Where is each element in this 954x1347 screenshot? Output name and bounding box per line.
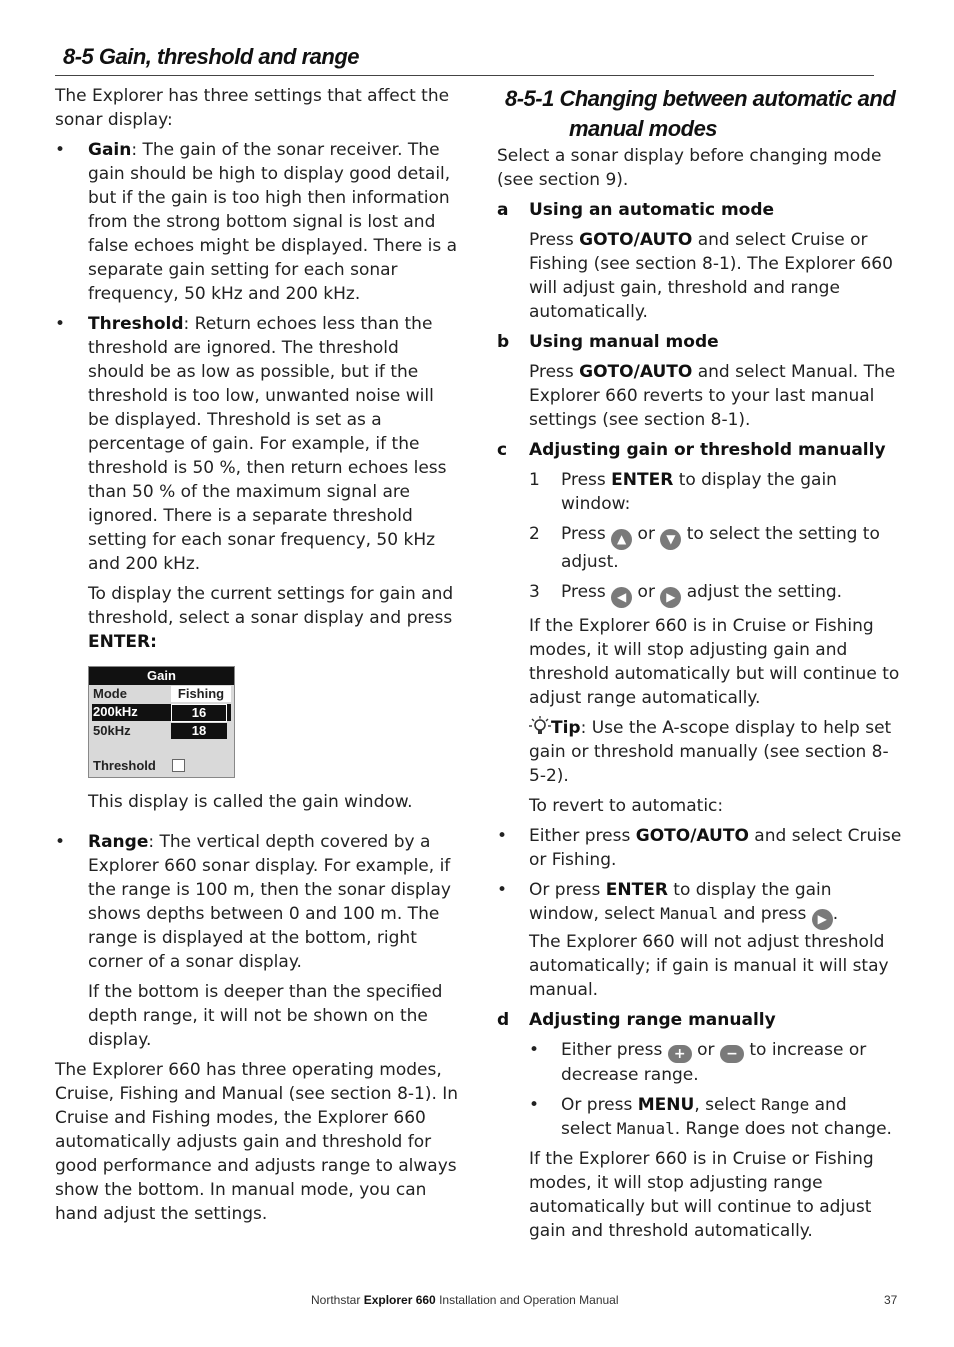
range-bullet [55, 830, 460, 974]
enter-key: ENTER [605, 880, 668, 900]
enter-key: ENTER [611, 470, 674, 490]
item-b-label: b [497, 332, 510, 352]
step-2-number: 2 [529, 524, 540, 544]
select-display-paragraph: Select a sonar display before changing mode (see section 9). [497, 146, 882, 190]
item-a-label: a [497, 200, 509, 220]
tip-label: Tip [551, 718, 581, 738]
item-a-title-text: Using an automatic mode [529, 200, 775, 220]
step-2-or: or [632, 524, 661, 544]
mode-label: Mode [93, 686, 127, 701]
manual-option: Manual [616, 1119, 675, 1138]
d2-mid2: and select [561, 1095, 847, 1139]
gain-window-caption: This display is called the gain window. [88, 792, 413, 812]
item-d-title-text: Adjusting range manually [529, 1010, 776, 1030]
down-arrow-icon: ▼ [660, 529, 681, 550]
step-2-text: to select the setting to adjust. [561, 524, 880, 572]
menu-key: MENU [637, 1095, 695, 1115]
minus-icon: − [720, 1045, 744, 1063]
subsection-heading-line2: manual modes [569, 116, 718, 141]
bullet-dot: • [55, 140, 66, 160]
item-b-title-text: Using manual mode [529, 332, 719, 352]
bullet-dot: • [529, 1040, 540, 1060]
revert-bullet-1 [497, 824, 902, 872]
gain-window-image [88, 666, 235, 778]
item-d-title [497, 1008, 902, 1032]
a-text: and select Cruise or Fishing (see section 8-1). The Explorer 660 will adjust gain, threshold and range automatically. [529, 230, 893, 322]
range-term: Range [88, 832, 149, 852]
item-c-title-text: Adjusting gain or threshold manually [529, 440, 886, 460]
bullet-dot: • [55, 314, 66, 334]
goto-auto-key: GOTO/AUTO [635, 826, 749, 846]
item-a-text [497, 228, 902, 324]
footer-product: Explorer 660 [363, 1293, 436, 1307]
step-3 [497, 580, 902, 608]
step-2-press: Press [561, 524, 612, 544]
step-1-number: 1 [529, 470, 540, 490]
revert2-pre: Or press [529, 880, 606, 900]
gain-bullet [55, 138, 460, 306]
footer-title [311, 1293, 619, 1307]
revert2-mid: to display the gain window, select [529, 880, 832, 924]
enter-key: ENTER: [88, 632, 157, 652]
revert1-pre: Either press [529, 826, 636, 846]
gain-text: : The gain of the sonar receiver. The gain should be high to display good detail, but if the gain is too high then information from the strong bottom signal is lost and false echoes might be displayed. There is a separate gain setting for each sonar frequency, 50 kHz and 200 kHz. [88, 140, 458, 304]
d2-pre: Or press [561, 1095, 638, 1115]
row1-value: 16 [171, 704, 227, 722]
range-text: : The vertical depth covered by a Explorer 660 sonar display. For example, if the range is 100 m, then the sonar display shows depths between 0 and 100 m. The range is displayed at the bottom, right corner of a sonar display. [88, 832, 451, 972]
d1-or: or [691, 1040, 720, 1060]
tip-paragraph [497, 716, 902, 788]
bullet-dot: • [55, 832, 66, 852]
range-bullet-2 [497, 1093, 902, 1141]
step-3-text: adjust the setting. [681, 582, 843, 602]
threshold-label: Threshold [93, 758, 156, 773]
heading-rule [55, 75, 874, 76]
threshold-checkbox [172, 759, 185, 772]
d1-post: to increase or decrease range. [561, 1040, 867, 1085]
item-a-title [497, 198, 902, 222]
d1-pre: Either press [561, 1040, 668, 1060]
row2-label: 50kHz [93, 723, 131, 738]
revert1-post: and select Cruise or Fishing. [529, 826, 902, 870]
range-option: Range [761, 1095, 810, 1114]
d2-post: . Range does not change. [674, 1119, 892, 1139]
gain-term: Gain [88, 140, 132, 160]
item-d-note: If the Explorer 660 is in Cruise or Fishing modes, it will stop adjusting range automatically but will continue to adjust gain and threshold automatically. [529, 1149, 874, 1241]
range-note: If the bottom is deeper than the specified depth range, it will not be shown on the display. [88, 982, 443, 1050]
gain-window-50khz-row [92, 723, 231, 740]
b-press: Press [529, 362, 580, 382]
step-3-number: 3 [529, 582, 540, 602]
threshold-bullet [55, 312, 460, 576]
row2-value: 18 [171, 723, 227, 739]
right-column [497, 84, 902, 1243]
revert2-mid2: and press [718, 904, 812, 924]
gain-window-threshold-row [92, 758, 231, 775]
display-settings-paragraph [55, 582, 460, 654]
a-press: Press [529, 230, 580, 250]
item-d-label: d [497, 1010, 510, 1030]
footer-rest: Installation and Operation Manual [435, 1293, 619, 1307]
gain-window-mode-row [92, 686, 231, 703]
threshold-text: : Return echoes less than the threshold are ignored. The threshold should be as low as possible, but if the threshold is too low, unwanted noise will be displayed. Threshold is set as a percentage of gain. For example, if the threshold is 50 %, then return echoes less than 50 % of the maximum signal are ignored. There is a separate threshold setting for each sonar frequency, 50 kHz and 200 kHz. [88, 314, 447, 574]
step-3-or: or [632, 582, 661, 602]
up-arrow-icon: ▲ [611, 529, 632, 550]
revert-bullet-2 [497, 878, 902, 1002]
subsection-heading-line1: 8-5-1 Changing between automatic and [505, 86, 896, 111]
section-heading: 8-5 Gain, threshold and range [63, 44, 360, 69]
bullet-dot: • [529, 1095, 540, 1115]
page-number: 37 [884, 1293, 898, 1307]
gain-window-title: Gain [89, 667, 234, 685]
item-b-title [497, 330, 902, 354]
footer-brand: Northstar [311, 1293, 364, 1307]
modes-paragraph: The Explorer 660 has three operating modes, Cruise, Fishing and Manual (see section 8-1). In Cruise and Fishing modes, the Explorer 660 automatically adjusts gain and threshold for good performance and adjusts range to always show the bottom. In manual mode, you can hand adjust the settings. [55, 1060, 459, 1224]
bullet-dot: • [497, 880, 508, 900]
intro-paragraph: The Explorer has three settings that affect the sonar display: [55, 86, 450, 130]
manual-option: Manual [660, 904, 719, 923]
lightbulb-icon [529, 716, 551, 736]
range-bullet-1 [497, 1038, 902, 1087]
display-settings-text: To display the current settings for gain and threshold, select a sonar display and press [88, 584, 454, 628]
b-text: and select Manual. The Explorer 660 reverts to your last manual settings (see section 8-1). [529, 362, 896, 430]
step-1 [497, 468, 902, 516]
goto-auto-key: GOTO/AUTO [579, 230, 693, 250]
item-c-label: c [497, 440, 508, 460]
left-column [55, 84, 460, 1226]
item-b-text [497, 360, 902, 432]
step-2 [497, 522, 902, 574]
plus-icon: + [668, 1045, 692, 1063]
right-arrow-icon: ▶ [660, 587, 681, 608]
left-arrow-icon: ◀ [611, 587, 632, 608]
step-1-press: Press [561, 470, 612, 490]
mode-value: Fishing [171, 686, 231, 702]
subsection-heading [505, 84, 902, 144]
revert-heading: To revert to automatic: [529, 796, 724, 816]
tip-text: : Use the A-scope display to help set gain or threshold manually (see section 8-5-2). [529, 718, 892, 786]
d2-mid: , select [694, 1095, 762, 1115]
threshold-term: Threshold [88, 314, 184, 334]
step-1-text: to display the gain window: [561, 470, 837, 514]
revert2-post: . [832, 904, 839, 924]
item-c-title [497, 438, 902, 462]
gain-window-200khz-row [92, 704, 231, 721]
bullet-dot: • [497, 826, 508, 846]
goto-auto-key: GOTO/AUTO [579, 362, 693, 382]
revert2-note: The Explorer 660 will not adjust threshold automatically; if gain is manual it will stay manual. [529, 932, 889, 1000]
row1-label: 200kHz [93, 704, 138, 719]
right-arrow-icon: ▶ [812, 909, 833, 930]
item-c-note: If the Explorer 660 is in Cruise or Fishing modes, it will stop adjusting gain and threshold automatically but will continue to adjust range automatically. [529, 616, 900, 708]
step-3-press: Press [561, 582, 612, 602]
